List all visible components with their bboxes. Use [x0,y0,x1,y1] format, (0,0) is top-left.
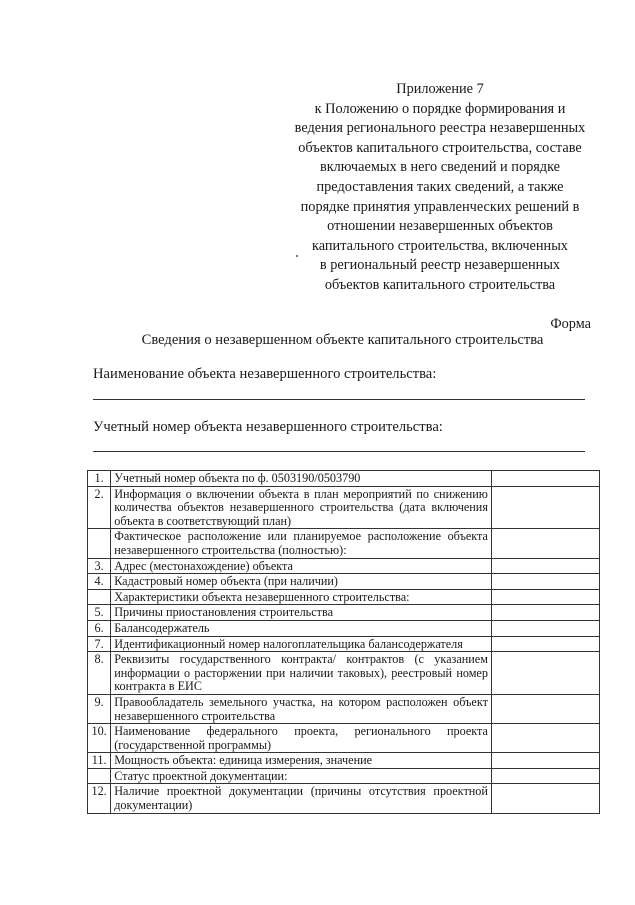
row-value-cell[interactable] [491,589,599,605]
table-row [88,558,600,574]
object-info-table [87,470,600,814]
form-label: Форма [550,316,591,332]
row-number: 12. [88,784,111,813]
table-row [88,471,600,487]
table-row [88,784,600,813]
row-number: 4. [88,574,111,590]
appendix-line: объектов капитального строительства, составе [298,139,582,156]
row-value-cell[interactable] [491,768,599,784]
row-value-cell[interactable] [491,694,599,723]
appendix-line: порядке принятия управленческих решений в [300,198,580,215]
row-description: Информация о включении объекта в план мероприятий по снижению количества объектов незавершенного строительства (дата включения объекта в соответствующий план) [111,486,492,529]
object-name-label: Наименование объекта незавершенного строительства: [93,366,437,382]
appendix-line: к Положению о порядке формирования и [314,100,566,117]
row-description: Наличие проектной документации (причины отсутствия проектной документации) [111,784,492,813]
table-row [88,620,600,636]
table-row [88,589,600,605]
table-row [88,652,600,695]
row-value-cell[interactable] [491,753,599,769]
table-row [88,724,600,753]
account-number-label: Учетный номер объекта незавершенного строительства: [93,419,443,435]
table-row [88,768,600,784]
row-number: 6. [88,620,111,636]
appendix-title: Приложение 7 [396,81,484,97]
row-description: Адрес (местонахождение) объекта [111,558,492,574]
row-number: 10. [88,724,111,753]
scan-mark [296,255,298,257]
row-description: Правообладатель земельного участка, на котором расположен объект незавершенного строительства [111,694,492,723]
row-number [88,768,111,784]
row-description: Характеристики объекта незавершенного строительства: [111,589,492,605]
table-row [88,529,600,558]
account-number-field[interactable] [93,451,585,452]
row-description: Мощность объекта: единица измерения, значение [111,753,492,769]
appendix-line: объектов капитального строительства [324,276,556,293]
row-value-cell[interactable] [491,652,599,695]
appendix-line: включаемых в него сведений и порядке [319,159,561,176]
row-description: Фактическое расположение или планируемое расположение объекта незавершенного строительства (полностью): [111,529,492,558]
row-number: 11. [88,753,111,769]
row-value-cell[interactable] [491,784,599,813]
appendix-line: капитального строительства, включенных [312,237,568,254]
table-row [88,636,600,652]
row-description: Кадастровый номер объекта (при наличии) [111,574,492,590]
row-number: 1. [88,471,111,487]
object-info-table-body [88,471,600,814]
object-name-field[interactable] [93,399,585,400]
row-number: 9. [88,694,111,723]
row-description: Идентификационный номер налогоплательщика балансодержателя [111,636,492,652]
table-row [88,486,600,529]
table-row [88,574,600,590]
row-value-cell[interactable] [491,486,599,529]
row-number [88,529,111,558]
row-number: 8. [88,652,111,695]
row-value-cell[interactable] [491,574,599,590]
row-value-cell[interactable] [491,529,599,558]
row-number: 5. [88,605,111,621]
row-description: Наименование федерального проекта, регионального проекта (государственной программы) [111,724,492,753]
row-description: Учетный номер объекта по ф. 0503190/0503790 [111,471,492,487]
row-value-cell[interactable] [491,558,599,574]
row-description: Статус проектной документации: [111,768,492,784]
row-number [88,589,111,605]
appendix-line: предоставления таких сведений, а также [316,178,564,195]
table-row [88,694,600,723]
row-value-cell[interactable] [491,724,599,753]
appendix-line: отношении незавершенных объектов [327,218,553,235]
row-description: Реквизиты государственного контракта/ контрактов (с указанием информации о расторжении при наличии таковых), реестровый номер контракта в ЕИС [111,652,492,695]
table-row [88,753,600,769]
document-title: Сведения о незавершенном объекте капитального строительства [141,332,544,348]
row-number: 3. [88,558,111,574]
appendix-header [270,80,610,296]
table-row [88,605,600,621]
row-description: Балансодержатель [111,620,492,636]
appendix-line: ведения регионального реестра незавершенных [294,120,586,137]
appendix-line: в региональный реестр незавершенных [319,257,561,274]
row-description: Причины приостановления строительства [111,605,492,621]
row-value-cell[interactable] [491,605,599,621]
row-value-cell[interactable] [491,471,599,487]
row-number: 7. [88,636,111,652]
row-number: 2. [88,486,111,529]
row-value-cell[interactable] [491,636,599,652]
row-value-cell[interactable] [491,620,599,636]
